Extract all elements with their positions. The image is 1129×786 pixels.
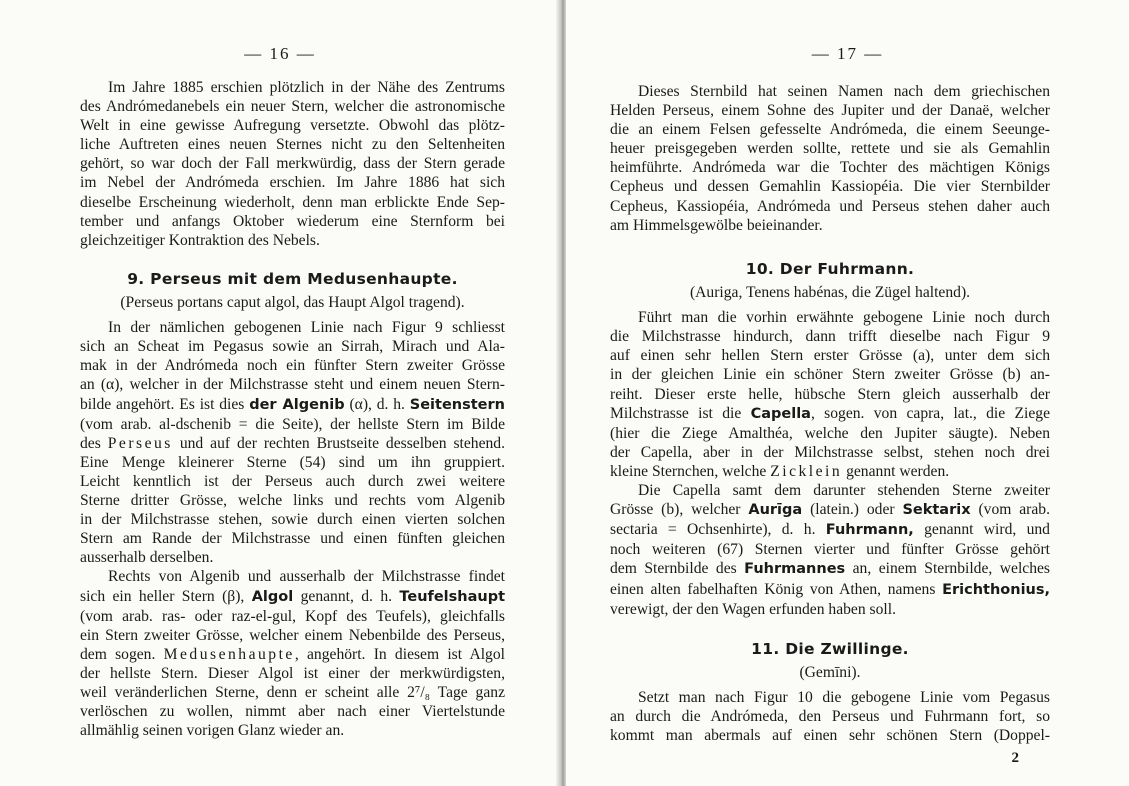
section-subheading-perseus: (Perseus portans caput algol, das Haupt Algol tragend). bbox=[120, 294, 465, 312]
left-text-block-1 bbox=[80, 78, 505, 250]
text-line: gleichzeitiger Kontraktion des Nebels. bbox=[80, 231, 320, 249]
text-line: sich an Scheat im Pegasus sowie an Sirrah, Mirach und Ala- bbox=[80, 338, 505, 356]
text-line: dem Sternbilde des Fuhrmannes an, einem Sternbilde, welches bbox=[610, 560, 1050, 578]
text-line: Im Jahre 1885 erschien plötzlich in der Nähe des Zentrums bbox=[108, 79, 505, 96]
term-fuhrmannes: Fuhrmannes bbox=[744, 561, 846, 578]
text-line: liche Auftreten eines neuen Sternes nicht zu den Seltenheiten bbox=[80, 136, 505, 154]
text-line: die Milchstrasse hindurch, dann trifft dieselbe nach Figur 9 bbox=[610, 328, 1050, 346]
term-algol: Algol bbox=[251, 588, 294, 605]
right-text-block-2 bbox=[610, 260, 1050, 619]
text-line: weil veränderlichen Sterne, denn er scheint alle 2⁷/₈ Tage ganz bbox=[80, 683, 505, 701]
text-line: verewigt, der den Wagen erfunden haben soll. bbox=[610, 600, 896, 618]
text-line: ausserhalb derselben. bbox=[80, 549, 214, 567]
text-line: bilde angehört. Es ist dies der Algenib (α), d. h. Seitenstern bbox=[80, 395, 505, 413]
text-line: Führt man die vorhin erwähnte gebogene Linie noch durch bbox=[638, 309, 1050, 327]
text-line: (hier die Ziege Amalthéa, welche den Jupiter säugte). Neben bbox=[610, 424, 1050, 442]
text-line: Helden Perseus, einem Sohne des Jupiter und der Danaë, welcher bbox=[610, 102, 1050, 120]
term-sektarix: Sektarix bbox=[902, 502, 971, 519]
section-heading-zwillinge: 11. Die Zwillinge. bbox=[751, 640, 909, 658]
section-heading-perseus: 9. Perseus mit dem Medusenhaupte. bbox=[127, 270, 458, 288]
term-perseus: Perseus bbox=[107, 434, 173, 452]
text-line: Grösse (b), welcher Aurīga (latein.) oder Sektarix (vom arab. bbox=[610, 501, 1050, 519]
text-line: auf einen sehr hellen Stern erster Grösse (a), unter dem sich bbox=[610, 347, 1050, 365]
page-number-left: — 16 — bbox=[244, 44, 316, 63]
text-line: dieselbe Erscheinung wiederholt, denn man erblickte Ende Sep- bbox=[80, 193, 505, 211]
text-line: heimführte. Andrómeda war die Tochter des mächtigen Königs bbox=[610, 159, 1050, 177]
text-line: kommt man abermals auf einen sehr schönen Stern (Doppel- bbox=[610, 727, 1050, 745]
text-line: noch weiteren (67) Sternen vierter und fünfter Grösse gehört bbox=[610, 541, 1050, 559]
text-line: in der Milchstrasse stehen, sowie durch einen vierten solchen bbox=[80, 511, 505, 529]
right-text-block-1 bbox=[610, 82, 1050, 235]
text-line: an durch die Andrómeda, den Perseus und Fuhrmann fort, so bbox=[610, 708, 1050, 726]
term-algenib: der Algenib bbox=[249, 396, 345, 413]
text-line: Leicht kenntlich ist der Perseus auch durch zwei weitere bbox=[80, 472, 505, 490]
text-line: Die Capella samt dem darunter stehenden Sterne zweiter bbox=[638, 482, 1050, 500]
text-line: an (α), welcher in der Milchstrasse steht und einem neuen Stern- bbox=[80, 376, 505, 394]
left-page bbox=[0, 0, 560, 786]
text-line: am Himmelsgewölbe beieinander. bbox=[610, 216, 823, 234]
section-subheading-zwillinge: (Gemīni). bbox=[799, 664, 861, 682]
text-line: Rechts von Algenib und ausserhalb der Milchstrasse findet bbox=[108, 568, 505, 586]
text-line: Cepheus, Kassiopéia, Andrómeda und Perseus stehen daher auch bbox=[610, 197, 1050, 215]
term-auriga: Aurīga bbox=[748, 502, 803, 519]
text-line: einen alten fabelhaften König von Athen, namens Erichthonius, bbox=[610, 580, 1050, 598]
signature-mark: 2 bbox=[1011, 750, 1019, 766]
text-line: Cepheus und dessen Gemahlin Kassiopéia. Die vier Sternbilder bbox=[610, 178, 1050, 196]
text-line: die an einem Felsen gefesselte Andrómeda, die einem Seeunge- bbox=[610, 121, 1050, 139]
text-line: allmählig seinen vorigen Glanz wieder an. bbox=[80, 722, 345, 740]
right-page bbox=[566, 0, 1129, 786]
section-subheading-fuhrmann: (Auriga, Tenens habénas, die Zügel haltend). bbox=[689, 284, 971, 302]
text-line: (vom arab. ras- oder raz-el-gul, Kopf des Teufels), gleichfalls bbox=[80, 607, 505, 625]
text-line: tember und anfangs Oktober wiederum eine Sternform bei bbox=[80, 212, 505, 230]
term-erichthonius: Erichthonius, bbox=[942, 581, 1050, 598]
right-text-block-3 bbox=[610, 640, 1050, 745]
text-line: verlöschen zu wollen, nimmt aber nach einer Viertelstunde bbox=[80, 703, 505, 721]
text-line: In der nämlichen gebogenen Linie nach Figur 9 schliesst bbox=[108, 319, 505, 337]
text-line: kleine Sternchen, welche Zicklein genannt werden. bbox=[610, 462, 950, 480]
text-line: der Capella, aber in der Milchstrasse selbst, stehen noch drei bbox=[610, 443, 1050, 461]
left-text-block-2 bbox=[80, 270, 505, 740]
text-line: Milchstrasse ist die Capella, sogen. von capra, lat., die Ziege bbox=[610, 404, 1050, 422]
text-line: mak in der Andrómeda noch ein fünfter Stern zweiter Grösse bbox=[80, 357, 505, 375]
page-number-right: — 17 — bbox=[811, 44, 884, 63]
text-line: Welt in eine gewisse Aufregung versetzte. Obwohl das plötz- bbox=[80, 117, 505, 135]
term-capella: Capella bbox=[750, 405, 811, 422]
text-line: Sterne dritter Grösse, welche links und rechts vom Algenib bbox=[80, 492, 505, 510]
text-line: heuer preisgegeben werden sollte, rettete und sie als Gemahlin bbox=[610, 140, 1050, 158]
text-line: des Andrómedanebels ein neuer Stern, welcher die astronomische bbox=[80, 98, 505, 116]
text-line: reiht. Dieser erste helle, hübsche Stern gleich ausserhalb der bbox=[610, 385, 1050, 403]
text-line: Dieses Sternbild hat seinen Namen nach dem griechischen bbox=[638, 83, 1050, 100]
term-fuhrmann: Fuhrmann, bbox=[825, 522, 914, 539]
text-line: sectaria = Ochsenhirte), d. h. Fuhrmann, genannt wird, und bbox=[610, 521, 1050, 539]
section-heading-fuhrmann: 10. Der Fuhrmann. bbox=[745, 260, 915, 278]
text-line: ein Stern zweiter Grösse, welcher einem Nebenbilde des Perseus, bbox=[80, 626, 505, 644]
text-line: Eine Menge kleinerer Sterne (54) sind um ihn gruppiert. bbox=[80, 453, 505, 471]
text-line: in der gleichen Linie ein schöner Stern zweiter Grösse (b) an- bbox=[610, 366, 1050, 384]
term-medusenhaupte: Medusenhaupte bbox=[163, 645, 295, 663]
text-line: (vom arab. al-dschenib = die Seite), der hellste Stern im Bilde bbox=[80, 415, 505, 433]
text-line: Setzt man nach Figur 10 die gebogene Linie vom Pegasus bbox=[638, 689, 1050, 707]
text-line: dem sogen. Medusenhaupte, angehört. In diesem ist Algol bbox=[80, 645, 505, 663]
text-line: gehört, so war doch der Fall merkwürdig, dass der Stern gerade bbox=[80, 155, 505, 173]
text-line: Stern am Rande der Milchstrasse und einen fünften gleichen bbox=[80, 530, 505, 548]
text-line: sich ein heller Stern (β), Algol genannt, d. h. Teufelshaupt bbox=[80, 587, 505, 605]
text-line: der hellste Stern. Dieser Algol ist einer der merkwürdigsten, bbox=[80, 664, 505, 682]
text-line: des Perseus und auf der rechten Brustseite desselben stehend. bbox=[80, 434, 505, 452]
term-zicklein: Zicklein bbox=[770, 462, 843, 480]
term-teufelshaupt: Teufelshaupt bbox=[399, 588, 505, 605]
term-seitenstern: Seitenstern bbox=[409, 396, 505, 413]
text-line: im Nebel der Andrómeda erschien. Im Jahre 1886 hat sich bbox=[80, 174, 505, 192]
